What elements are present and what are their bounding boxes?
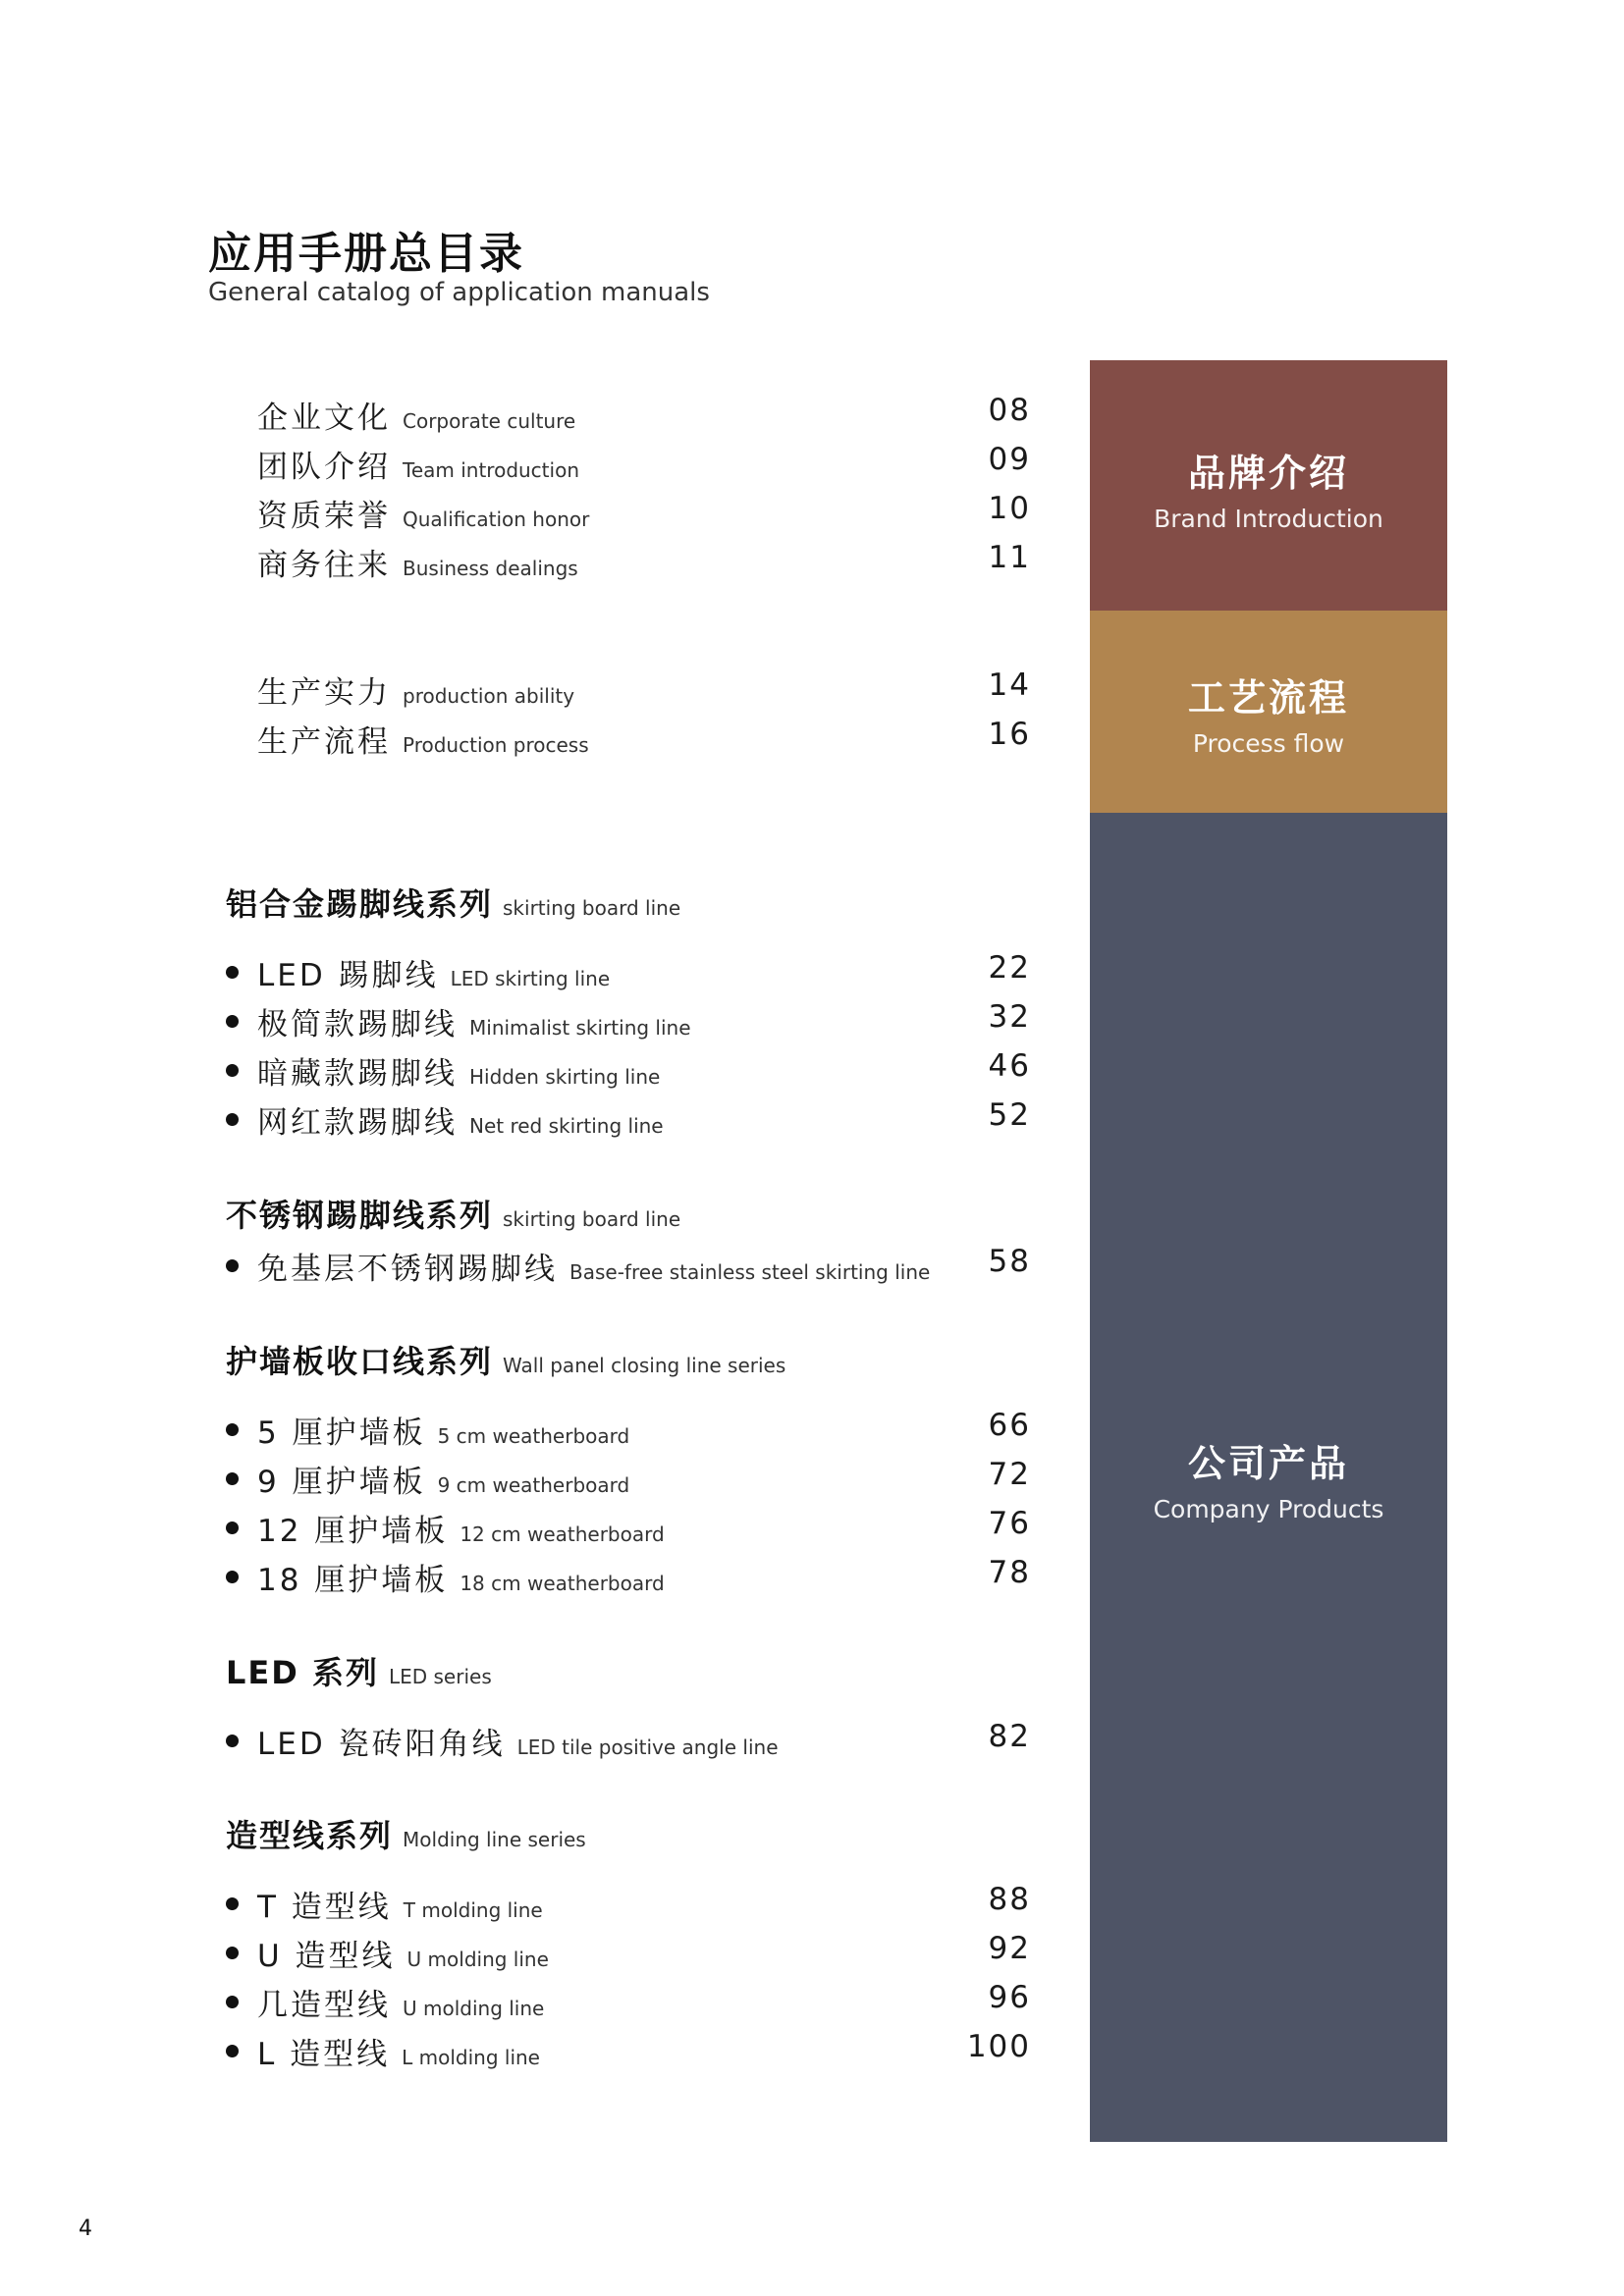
section-title: 铝合金踢脚线系列 (226, 885, 494, 923)
entry-page: 82 (988, 1719, 1031, 1754)
entry-label: 企业文化 Corporate culture (257, 400, 576, 436)
toc-entry[interactable] (226, 536, 1031, 585)
toc-entry[interactable] (226, 1404, 1031, 1453)
entry-label: 网红款踢脚线 Net red skirting line (257, 1105, 664, 1141)
entry-page: 92 (988, 1931, 1031, 1966)
page-number: 4 (79, 2216, 92, 2241)
entry-label: L 造型线 L molding line (257, 2037, 540, 2072)
entry-label: 暗藏款踢脚线 Hidden skirting line (257, 1056, 661, 1092)
section-title-en: Wall panel closing line series (503, 1354, 786, 1377)
block-title: 公司产品 (1187, 1442, 1349, 1485)
toc-entry[interactable] (226, 487, 1031, 536)
toc-entry[interactable] (226, 1502, 1031, 1551)
entry-label: 生产实力 production ability (257, 675, 575, 711)
entry-page: 09 (988, 442, 1031, 477)
entry-page: 52 (988, 1097, 1031, 1133)
entry-page: 14 (988, 667, 1031, 703)
toc-entry[interactable] (226, 1551, 1031, 1600)
entry-page: 08 (988, 393, 1031, 428)
company-products-block[interactable] (1090, 813, 1447, 2142)
entry-label: 资质荣誉 Qualification honor (257, 499, 590, 534)
entry-page: 10 (988, 491, 1031, 526)
toc-entry[interactable] (226, 438, 1031, 487)
toc-entry[interactable] (226, 1240, 1031, 1289)
entry-label: LED 瓷砖阳角线 LED tile positive angle line (257, 1727, 779, 1762)
entry-label-en: Team introduction (403, 458, 579, 482)
toc-entry[interactable] (226, 1453, 1031, 1502)
block-subtitle: Company Products (1153, 1495, 1384, 1523)
bullet-icon (226, 1423, 239, 1436)
section-heading (226, 1191, 680, 1236)
entry-page: 46 (988, 1048, 1031, 1084)
entry-label-en: Qualification honor (403, 507, 590, 531)
entry-label-en: Base-free stainless steel skirting line (569, 1260, 931, 1284)
section-heading (226, 1811, 586, 1856)
toc-entry[interactable] (226, 1878, 1031, 1927)
bullet-icon (226, 1522, 239, 1534)
section-heading (226, 1337, 785, 1382)
entry-page: 16 (988, 717, 1031, 752)
entry-label-en: Business dealings (403, 557, 578, 580)
entry-label: 几造型线 U molding line (257, 1988, 545, 2023)
entry-page: 72 (988, 1457, 1031, 1492)
entry-label-en: Corporate culture (403, 409, 576, 433)
entry-label: 商务往来 Business dealings (257, 548, 578, 583)
bullet-icon (226, 2045, 239, 2057)
bullet-icon (226, 1064, 239, 1077)
section-heading (226, 880, 680, 925)
entry-label-en: L molding line (402, 2046, 540, 2069)
entry-label-en: 5 cm weatherboard (437, 1424, 630, 1448)
bullet-icon (226, 1472, 239, 1485)
toc-entry[interactable] (226, 2025, 1031, 2074)
entry-label-en: Minimalist skirting line (469, 1016, 691, 1040)
toc-entry[interactable] (226, 389, 1031, 438)
entry-label: 18 厘护墙板 18 cm weatherboard (257, 1563, 665, 1598)
block-title: 品牌介绍 (1187, 452, 1349, 495)
toc-entry[interactable] (226, 1927, 1031, 1976)
section-title: 护墙板收口线系列 (226, 1343, 494, 1380)
entry-label-en: 12 cm weatherboard (460, 1522, 665, 1546)
bullet-icon (226, 1113, 239, 1126)
toc-entry[interactable] (226, 946, 1031, 995)
entry-label-en: U molding line (403, 1997, 545, 2020)
block-subtitle: Process flow (1192, 729, 1345, 758)
entry-label-en: LED tile positive angle line (516, 1735, 779, 1759)
bullet-icon (226, 1996, 239, 2008)
entry-page: 100 (966, 2029, 1031, 2064)
entry-label: 生产流程 Production process (257, 724, 589, 760)
entry-label-en: U molding line (406, 1948, 549, 1971)
entry-label-en: Net red skirting line (469, 1114, 664, 1138)
entry-page: 88 (988, 1882, 1031, 1917)
entry-page: 11 (988, 540, 1031, 575)
entry-label-en: production ability (403, 684, 575, 708)
entry-page: 96 (988, 1980, 1031, 2015)
entry-page: 76 (988, 1506, 1031, 1541)
toc-entry[interactable] (226, 713, 1031, 762)
entry-page: 32 (988, 999, 1031, 1035)
entry-label: 团队介绍 Team introduction (257, 450, 579, 485)
section-title-en: Molding line series (403, 1828, 586, 1851)
entry-label-en: T molding line (403, 1898, 543, 1922)
entry-page: 58 (988, 1244, 1031, 1279)
entry-label-en: LED skirting line (450, 967, 611, 990)
entry-page: 78 (988, 1555, 1031, 1590)
entry-label: 免基层不锈钢踢脚线 Base-free stainless steel skirting line (257, 1252, 931, 1287)
bullet-icon (226, 1015, 239, 1028)
toc-entry[interactable] (226, 1094, 1031, 1143)
entry-page: 22 (988, 950, 1031, 986)
entry-label: 12 厘护墙板 12 cm weatherboard (257, 1514, 665, 1549)
toc-entry[interactable] (226, 1976, 1031, 2025)
entry-page: 66 (988, 1408, 1031, 1443)
entry-label-en: 9 cm weatherboard (437, 1473, 630, 1497)
brand-introduction-block[interactable] (1090, 360, 1447, 611)
bullet-icon (226, 1897, 239, 1910)
entry-label: 9 厘护墙板 9 cm weatherboard (257, 1465, 630, 1500)
page-subtitle: General catalog of application manuals (208, 278, 710, 307)
section-title: 造型线系列 (226, 1817, 394, 1854)
section-title: LED 系列 (226, 1654, 379, 1691)
section-title-en: LED series (388, 1665, 492, 1688)
page-title: 应用手册总目录 (208, 229, 524, 279)
block-subtitle: Brand Introduction (1154, 505, 1383, 533)
toc-entry[interactable] (226, 995, 1031, 1044)
entry-label-en: Hidden skirting line (469, 1065, 661, 1089)
toc-entry[interactable] (226, 1044, 1031, 1094)
bullet-icon (226, 1571, 239, 1583)
block-title: 工艺流程 (1187, 676, 1349, 720)
section-title-en: skirting board line (503, 1207, 681, 1231)
section-heading (226, 1648, 492, 1693)
bullet-icon (226, 966, 239, 979)
entry-label: LED 踢脚线 LED skirting line (257, 958, 611, 993)
section-title-en: skirting board line (503, 896, 681, 920)
entry-label: 极简款踢脚线 Minimalist skirting line (257, 1007, 691, 1042)
toc-entry[interactable] (226, 664, 1031, 713)
bullet-icon (226, 1947, 239, 1959)
entry-label: 5 厘护墙板 5 cm weatherboard (257, 1415, 630, 1451)
bullet-icon (226, 1259, 239, 1272)
entry-label-en: 18 cm weatherboard (460, 1572, 665, 1595)
toc-entry[interactable] (226, 1715, 1031, 1764)
process-flow-block[interactable] (1090, 611, 1447, 813)
bullet-icon (226, 1735, 239, 1747)
entry-label: U 造型线 U molding line (257, 1939, 549, 1974)
entry-label: T 造型线 T molding line (257, 1890, 543, 1925)
section-title: 不锈钢踢脚线系列 (226, 1197, 494, 1234)
entry-label-en: Production process (403, 733, 589, 757)
